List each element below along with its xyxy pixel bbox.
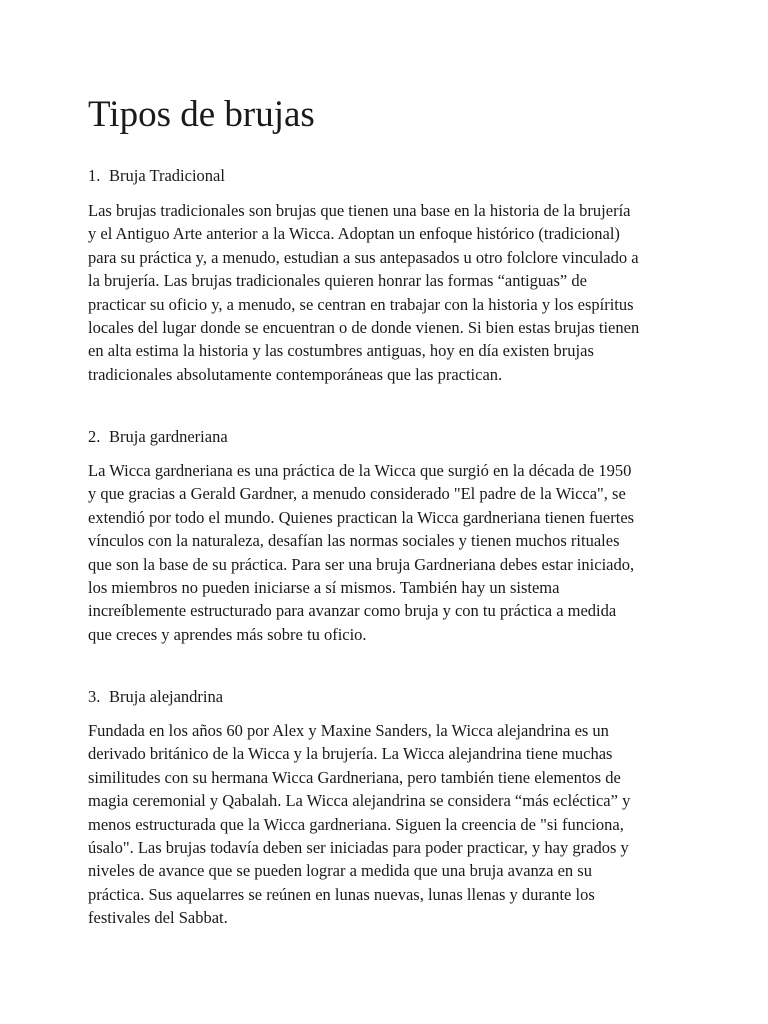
section-paragraph-bruja-tradicional [88, 199, 639, 386]
paragraph-line: increíblemente estructurado para avanzar como bruja y con tu práctica a medida [88, 601, 617, 621]
paragraph-line: derivado británico de la Wicca y la brujería. La Wicca alejandrina tiene muchas [88, 744, 613, 764]
section-heading-bruja-alejandrina [88, 685, 223, 708]
paragraph-line: que creces y aprendes más sobre tu oficio. [88, 624, 367, 644]
paragraph-line: festivales del Sabbat. [88, 908, 228, 928]
paragraph-line: similitudes con su hermana Wicca Gardneriana, pero también tiene elementos de [88, 767, 621, 787]
paragraph-line: práctica. Sus aquelarres se reúnen en lunas nuevas, lunas llenas y durante los [88, 884, 595, 904]
section-heading-bruja-gardneriana [88, 425, 228, 448]
paragraph-line: y el Antiguo Arte anterior a la Wicca. Adoptan un enfoque histórico (tradicional) [88, 224, 620, 244]
section-number: 1. [88, 166, 101, 185]
paragraph-line: magia ceremonial y Qabalah. La Wicca alejandrina se considera “más ecléctica” y [88, 791, 631, 811]
paragraph-line: que son la base de su práctica. Para ser una bruja Gardneriana debes estar iniciado, [88, 554, 635, 574]
paragraph-line: Las brujas tradicionales son brujas que tienen una base en la historia de la brujería [88, 201, 631, 220]
paragraph-line: Fundada en los años 60 por Alex y Maxine Sanders, la Wicca alejandrina es un [88, 721, 609, 740]
section-number: 3. [88, 687, 101, 706]
paragraph-line: La Wicca gardneriana es una práctica de la Wicca que surgió en la década de 1950 [88, 461, 632, 480]
paragraph-line: y que gracias a Gerald Gardner, a menudo considerado "El padre de la Wicca", se [88, 484, 626, 504]
paragraph-line: extendió por todo el mundo. Quienes practican la Wicca gardneriana tienen fuertes [88, 507, 635, 527]
paragraph-line: los miembros no pueden iniciarse a sí mismos. También hay un sistema [88, 578, 560, 598]
paragraph-line: locales del lugar donde se encuentran o de donde vienen. Si bien estas brujas tienen [88, 318, 640, 338]
paragraph-line: úsalo". Las brujas todavía deben ser iniciadas para poder practicar, y hay grados y [88, 838, 629, 858]
section-heading-bruja-tradicional [88, 164, 225, 187]
paragraph-line: en alta estima la historia y las costumbres antiguas, hoy en día existen brujas [88, 341, 594, 361]
paragraph-line: vínculos con la naturaleza, desafían las normas sociales y tienen muchos rituales [88, 531, 620, 551]
paragraph-line: la brujería. Las brujas tradicionales quieren honrar las formas “antiguas” de [88, 271, 587, 291]
paragraph-line: niveles de avance que se pueden lograr a medida que una bruja avanza en su [88, 861, 592, 881]
page-title: Tipos de brujas [88, 94, 315, 135]
section-title: Bruja Tradicional [109, 166, 225, 185]
section-paragraph-bruja-gardneriana [88, 459, 634, 646]
section-paragraph-bruja-alejandrina [88, 719, 630, 930]
section-title: Bruja gardneriana [109, 427, 228, 446]
paragraph-line: para su práctica y, a menudo, estudian a sus antepasados u otro folclore vinculado a [88, 247, 639, 267]
section-number: 2. [88, 427, 101, 446]
paragraph-line: practicar su oficio y, a menudo, se centran en trabajar con la historia y los espíritus [88, 294, 634, 314]
section-title: Bruja alejandrina [109, 687, 224, 706]
paragraph-line: menos estructurada que la Wicca gardneriana. Siguen la creencia de "si funciona, [88, 814, 624, 834]
paragraph-line: tradicionales absolutamente contemporáneas que las practican. [88, 364, 503, 384]
